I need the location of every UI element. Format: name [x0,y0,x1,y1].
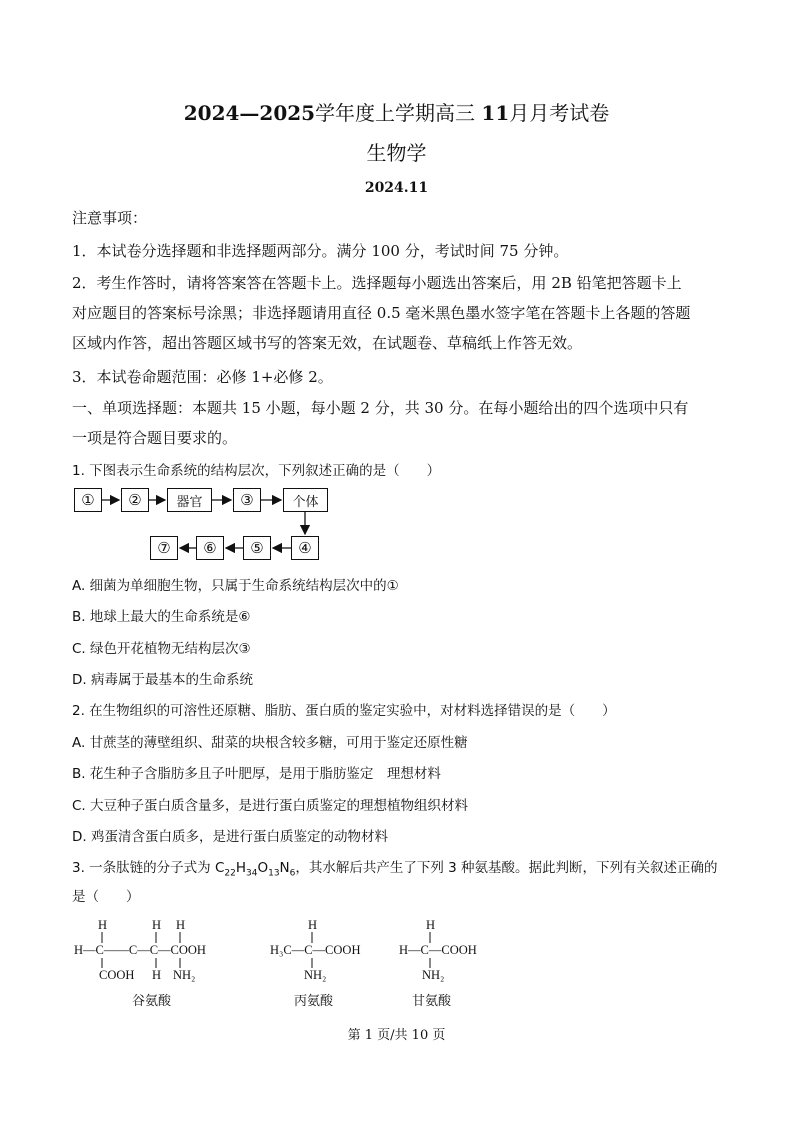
note-2a: 2．考生作答时，请将答案答在答题卡上。选择题每小题选出答案后，用 2B 铅笔把答题卡上 [72,274,682,292]
exam-title: 2024—2025学年度上学期高三 11月月考试卷 [183,101,610,125]
q1-option-c: C. 绿色开花植物无结构层次③ [72,641,251,657]
q1-option-d: D. 病毒属于最基本的生命系统 [72,672,253,688]
section-line-2: 一项是符合题目要求的。 [72,429,238,447]
box-individual: 个体 [283,488,328,512]
note-1: 1．本试卷分选择题和非选择题两部分。满分 100 分，考试时间 75 分钟。 [72,242,569,260]
box-6: ⑥ [196,536,224,560]
page-footer: 第 1 页/共 10 页 [347,1028,446,1043]
q1-option-b: B. 地球上最大的生命系统是⑥ [72,609,251,625]
q2-option-b: B. 花生种子含脂肪多且子叶肥厚，是用于脂肪鉴定 理想材料 [72,766,441,782]
glycine-label: 甘氨酸 [412,994,452,1009]
box-1: ① [74,488,102,512]
glutamic-acid-label: 谷氨酸 [132,994,172,1009]
q1-option-a: A. 细菌为单细胞生物，只属于生命系统结构层次中的① [72,578,399,594]
note-3: 3．本试卷命题范围：必修 1+必修 2。 [72,368,333,386]
q3-stem: 3. 一条肽链的分子式为 $C_{22}H_{34}O_{13}N_6$，其水解后共产生了下列 3 种氨基酸。据此判断，下列有关叙述正确的 [72,860,718,879]
note-2c: 区域内作答，超出答题区域书写的答案无效，在试题卷、草稿纸上作答无效。 [72,334,583,352]
q1-stem: 1. 下图表示生命系统的结构层次，下列叙述正确的是（ ） [72,463,441,479]
box-organ: 器官 [167,488,212,512]
box-4: ④ [291,536,319,560]
alanine-label: 丙氨酸 [294,994,334,1009]
section-line-1: 一、单项选择题：本题共 15 小题，每小题 2 分，共 30 分。在每小题给出的四个选项中只有 [72,399,689,417]
box-2: ② [121,488,149,512]
subject-title: 生物学 [366,141,427,165]
q2-stem: 2. 在生物组织的可溶性还原糖、脂肪、蛋白质的鉴定实验中，对材料选择错误的是（ ） [72,703,616,719]
exam-date: 2024.11 [364,180,429,196]
q2-option-c: C. 大豆种子蛋白质含量多，是进行蛋白质鉴定的理想植物组织材料 [72,798,469,814]
q2-option-d: D. 鸡蛋清含蛋白质多，是进行蛋白质鉴定的动物材料 [72,829,388,845]
box-5: ⑤ [243,536,271,560]
box-3: ③ [233,488,261,512]
box-7: ⑦ [150,536,178,560]
note-2b: 对应题目的答案标号涂黑；非选择题请用直径 0.5 毫米黑色墨水签字笔在答题卡上各题的答题 [72,304,691,322]
notes-heading: 注意事项： [72,209,148,227]
q3-stem-2: 是（ ） [72,889,140,905]
q2-option-a: A. 甘蔗茎的薄壁组织、甜菜的块根含较多糖，可用于鉴定还原性糖 [72,735,468,751]
